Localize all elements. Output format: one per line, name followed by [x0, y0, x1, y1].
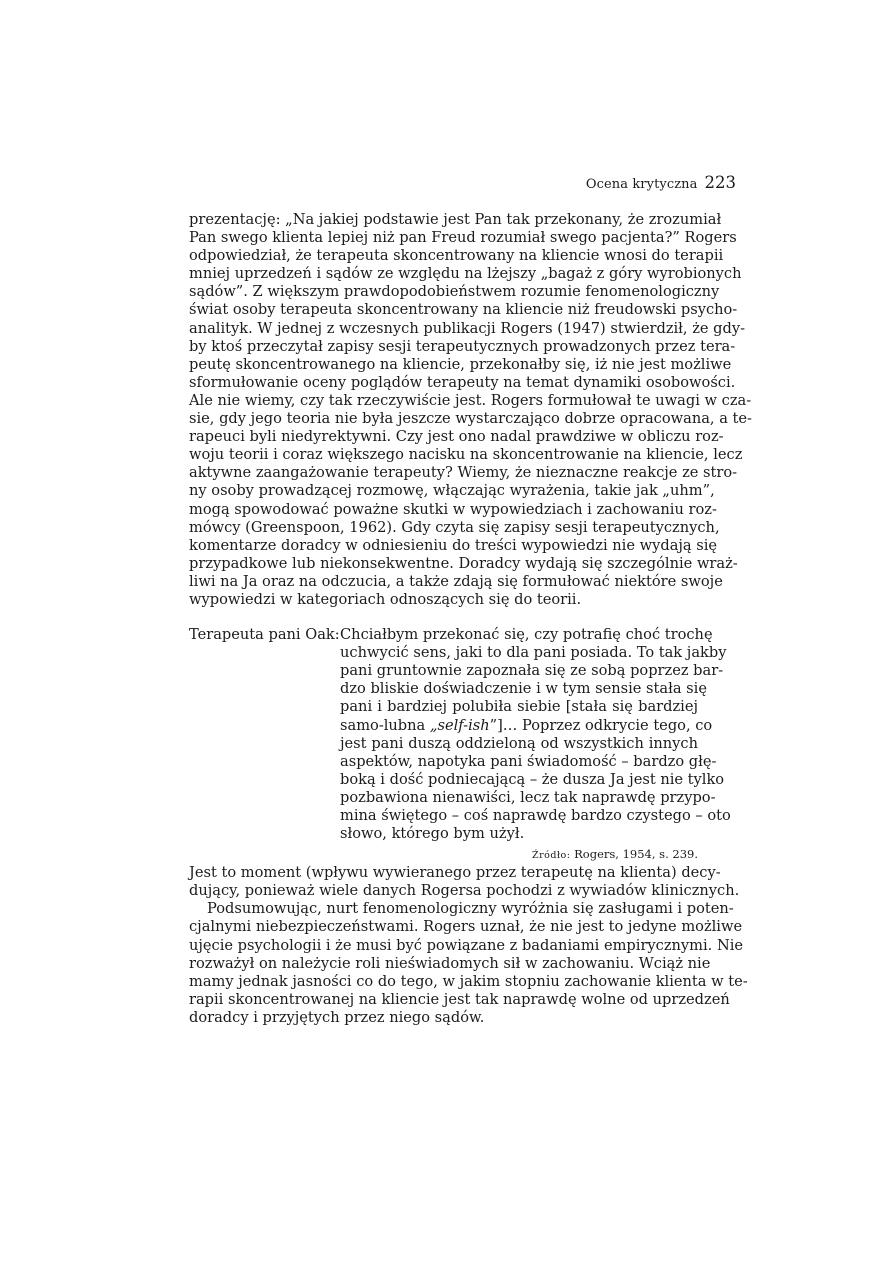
- text-line: sądów”. Z większym prawdopodobieństwem rozumie fenomenologiczny: [189, 283, 720, 301]
- speech-line: słowo, którego bym użył.: [340, 825, 525, 843]
- speech-line: pani gruntownie zapoznała się ze sobą poprzez bar-: [340, 662, 724, 680]
- text-line: by ktoś przeczytał zapisy sesji terapeutycznych prowadzonych przez tera-: [189, 337, 736, 355]
- speech-line: jest pani duszą oddzieloną od wszystkich innych: [340, 734, 698, 752]
- source-text: Rogers, 1954, s. 239.: [574, 847, 698, 862]
- text-line: Jest to moment (wpływu wywieranego przez terapeutę na klienta) decy-: [189, 864, 721, 882]
- text-line: cjalnymi niebezpieczeństwami. Rogers uznał, że nie jest to jedyne możliwe: [189, 918, 743, 936]
- text-line: komentarze doradcy w odniesieniu do treści wypowiedzi nie wydają się: [189, 536, 718, 554]
- speech-fragment: samo-lubna: [340, 716, 430, 734]
- text-line: ujęcie psychologii i że musi być powiązane z badaniami empirycznymi. Nie: [189, 936, 744, 954]
- text-line: peutę skoncentrowanego na kliencie, przekonałby się, iż nie jest możliwe: [189, 355, 732, 373]
- text-line: mówcy (Greenspoon, 1962). Gdy czyta się zapisy sesji terapeutycznych,: [189, 518, 720, 536]
- text-line: ny osoby prowadzącej rozmowę, włączając wyrażenia, takie jak „uhm”,: [189, 482, 715, 500]
- text-line: mogą spowodować poważne skutki w wypowiedziach i zachowaniu roz-: [189, 500, 717, 518]
- text-line: odpowiedział, że terapeuta skoncentrowany na kliencie wnosi do terapii: [189, 247, 724, 265]
- text-line: przypadkowe lub niekonsekwentne. Doradcy wydają się szczególnie wraż-: [189, 554, 738, 572]
- text-line: woju teorii i coraz większego nacisku na skoncentrowanie na kliencie, lecz: [189, 446, 743, 464]
- italic-term: „self-ish: [429, 716, 490, 734]
- text-line: prezentację: „Na jakiej podstawie jest Pan tak przekonany, że zrozumiał: [189, 211, 722, 228]
- speech-line: boką i dość podniecającą – że dusza Ja jest nie tylko: [340, 770, 725, 788]
- text-line: wypowiedzi w kategoriach odnoszących się do teorii.: [189, 590, 582, 608]
- text-line: dujący, ponieważ wiele danych Rogersa pochodzi z wywiadów klinicznych.: [189, 882, 740, 900]
- page-body: [189, 211, 752, 1027]
- paragraph-1: [189, 211, 752, 609]
- text-line: Ale nie wiemy, czy tak rzeczywiście jest. Rogers formułował te uwagi w cza-: [189, 391, 752, 409]
- speech-line: mina świętego – coś naprawdę bardzo czystego – oto: [340, 807, 731, 824]
- text-line: sie, gdy jego teoria nie była jeszcze wystarczająco dobrze opracowana, a te-: [189, 410, 752, 428]
- text-line: analityk. W jednej z wczesnych publikacji Rogers (1947) stwierdził, że gdy-: [189, 319, 746, 337]
- text-line: doradcy i przyjętych przez niego sądów.: [189, 1008, 485, 1026]
- text-line: Pan swego klienta lepiej niż pan Freud rozumiał swego pacjenta?” Rogers: [189, 229, 737, 247]
- speech-line: uchwycić sens, jaki to dla pani posiada. To tak jakby: [340, 644, 727, 662]
- speech-line: pani i bardziej polubiła siebie [stała się bardziej: [340, 698, 698, 716]
- text-line: liwi na Ja oraz na odczucia, a także zdają się formułować niektóre swoje: [189, 572, 723, 590]
- running-head: [586, 173, 736, 195]
- speech-line-mixed: [340, 716, 713, 735]
- text-line: świat osoby terapeuta skoncentrowany na kliencie niż freudowski psycho-: [189, 301, 738, 319]
- speech-fragment: ”]… Poprzez odkrycie tego, co: [489, 716, 713, 734]
- speech-line: aspektów, napotyka pani świadomość – bardzo głę-: [340, 752, 717, 770]
- source-citation: [189, 846, 698, 864]
- text-line: aktywne zaangażowanie terapeuty? Wiemy, że nieznaczne reakcje ze stro-: [189, 464, 738, 482]
- speech-line: pozbawiona nienawiści, lecz tak naprawdę przypo-: [340, 788, 716, 806]
- speech-line: Chciałbym przekonać się, czy potrafię choć trochę: [340, 626, 713, 644]
- speech-text: [340, 626, 731, 843]
- dialogue-excerpt: [189, 626, 731, 864]
- text-line: mamy jednak jasności co do tego, w jakim stopniu zachowanie klienta w te-: [189, 972, 748, 990]
- text-line: sformułowanie oceny poglądów terapeuty na temat dynamiki osobowości.: [189, 373, 736, 391]
- source-label: Źródło:: [532, 850, 571, 862]
- speaker-label: Terapeuta pani Oak:: [189, 626, 340, 644]
- page-number: 223: [704, 173, 736, 192]
- text-line: mniej uprzedzeń i sądów ze względu na lżejszy „bagaż z góry wyrobionych: [189, 265, 742, 283]
- paragraph-3: [189, 900, 748, 1027]
- section-title: Ocena krytyczna: [585, 177, 698, 192]
- speech-line: dzo bliskie doświadczenie i w tym sensie stała się: [340, 680, 707, 698]
- text-line: rozważył on należycie roli nieświadomych sił w zachowaniu. Wciąż nie: [189, 954, 711, 972]
- text-line: rapeuci byli niedyrektywni. Czy jest ono nadal prawdziwe w obliczu roz-: [189, 428, 724, 446]
- paragraph-2: [189, 864, 740, 900]
- text-line: Podsumowując, nurt fenomenologiczny wyróżnia się zasługami i poten-: [207, 900, 734, 918]
- text-line: rapii skoncentrowanej na kliencie jest tak naprawdę wolne od uprzedzeń: [189, 990, 730, 1008]
